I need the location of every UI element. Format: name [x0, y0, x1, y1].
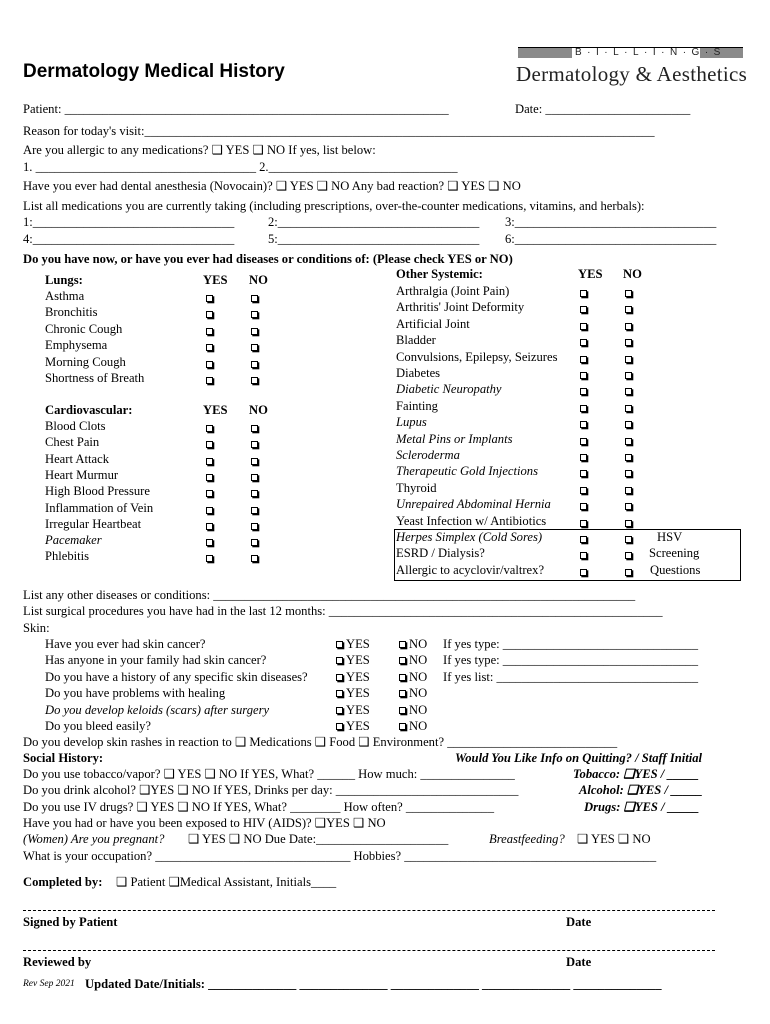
- checkbox-square-icon: [580, 470, 587, 477]
- systemic-no-checkbox[interactable]: [625, 320, 633, 328]
- systemic-yes-checkbox[interactable]: [580, 353, 588, 361]
- skin-yes-label: YES: [346, 686, 370, 700]
- breastfeeding-options[interactable]: ❑ YES ❑ NO: [577, 832, 651, 846]
- cardio-no-checkbox[interactable]: [251, 504, 259, 512]
- checkbox-square-icon: [206, 441, 213, 448]
- med-field-3[interactable]: 3:________________________________: [505, 215, 717, 229]
- skin-yes-option[interactable]: [336, 720, 370, 733]
- checkbox-square-icon: [399, 674, 406, 681]
- checkbox-square-icon: [580, 421, 587, 428]
- systemic-no-checkbox[interactable]: [625, 385, 633, 393]
- cardio-yes-checkbox[interactable]: [206, 504, 214, 512]
- cardio-item-label: Heart Attack: [45, 451, 109, 466]
- cardio-item-label: Inflammation of Vein: [45, 500, 154, 515]
- cardio-yes-checkbox[interactable]: [206, 422, 214, 430]
- med-field-6[interactable]: 6:________________________________: [505, 232, 717, 246]
- skin-q5: Do you develop keloids (scars) after surgery: [45, 703, 270, 717]
- quitting-info-header: Would You Like Info on Quitting? / Staff Initial: [455, 751, 703, 765]
- checkbox-square-icon: [206, 458, 213, 465]
- systemic-item-label: Unrepaired Abdominal Hernia: [396, 497, 551, 512]
- checkbox-square-icon: [580, 520, 587, 527]
- checkbox-square-icon: [580, 405, 587, 412]
- checkbox-square-icon: [625, 372, 632, 379]
- reviewer-line[interactable]: [23, 950, 715, 951]
- med-field-1[interactable]: 1:________________________________: [23, 215, 235, 229]
- tobacco-tag[interactable]: Tobacco: ❑YES / _____: [573, 767, 699, 781]
- med-field-5[interactable]: 5:________________________________: [268, 232, 480, 246]
- checkbox-square-icon: [206, 377, 213, 384]
- skin-no-option[interactable]: [399, 638, 427, 651]
- systemic-item-label: Yeast Infection w/ Antibiotics: [396, 513, 547, 528]
- checkbox-square-icon: [251, 425, 258, 432]
- date-field[interactable]: Date: _______________________: [515, 102, 691, 116]
- skin-no-label: NO: [409, 670, 428, 684]
- anesthesia-question: Have you ever had dental anesthesia (Novocain)? ❑ YES ❑ NO Any bad reaction? ❑ YES ❑ NO: [23, 179, 521, 193]
- checkbox-square-icon: [580, 454, 587, 461]
- cardio-yes-checkbox[interactable]: [206, 520, 214, 528]
- cardio-heading: Cardiovascular:: [45, 403, 133, 417]
- hsv-screening-label: Screening: [649, 546, 700, 560]
- systemic-yes-checkbox[interactable]: [580, 484, 588, 492]
- systemic-no-checkbox[interactable]: [625, 500, 633, 508]
- systemic-no-checkbox[interactable]: [625, 303, 633, 311]
- systemic-item-label: Arthralgia (Joint Pain): [396, 284, 510, 298]
- systemic-no-header: NO: [623, 267, 642, 281]
- systemic-no-checkbox[interactable]: [625, 435, 633, 443]
- checkbox-square-icon: [625, 339, 632, 346]
- lungs-item-label: Chronic Cough: [45, 321, 123, 336]
- systemic-yes-checkbox[interactable]: [580, 517, 588, 525]
- checkbox-square-icon: [625, 356, 632, 363]
- checkbox-square-icon: [206, 523, 213, 530]
- checkbox-square-icon: [625, 323, 632, 330]
- systemic-no-checkbox[interactable]: [625, 287, 633, 295]
- checkbox-square-icon: [336, 657, 343, 664]
- lungs-yes-checkbox[interactable]: [206, 341, 214, 349]
- skin-no-option[interactable]: [399, 687, 427, 700]
- checkbox-square-icon: [336, 723, 343, 730]
- systemic-yes-checkbox[interactable]: [580, 435, 588, 443]
- lungs-heading: Lungs:: [45, 273, 83, 287]
- cardio-no-header: NO: [249, 403, 268, 417]
- checkbox-square-icon: [206, 425, 213, 432]
- lungs-yes-header: YES: [203, 273, 228, 287]
- checkbox-square-icon: [251, 458, 258, 465]
- skin-rashes-question: Do you develop skin rashes in reaction to ❑ Medications ❑ Food ❑ Environment? ___________________________: [23, 735, 618, 749]
- checkbox-square-icon: [336, 690, 343, 697]
- checkbox-square-icon: [399, 690, 406, 697]
- skin-heading: Skin:: [23, 621, 50, 635]
- checkbox-square-icon: [625, 290, 632, 297]
- checkbox-square-icon: [206, 490, 213, 497]
- skin-q2: Has anyone in your family had skin cancer?: [45, 653, 267, 667]
- skin-yes-label: YES: [346, 670, 370, 684]
- reviewed-by-label: Reviewed by: [23, 955, 92, 969]
- checkbox-square-icon: [251, 344, 258, 351]
- other-diseases-field[interactable]: List any other diseases or conditions: ___________________________________________________________________: [23, 588, 636, 602]
- systemic-no-checkbox[interactable]: [625, 369, 633, 377]
- checkbox-square-icon: [625, 520, 632, 527]
- signed-by-patient-label: Signed by Patient: [23, 915, 118, 929]
- skin-no-label: NO: [409, 686, 428, 700]
- checkbox-square-icon: [251, 539, 258, 546]
- systemic-heading: Other Systemic:: [396, 267, 483, 281]
- cardio-yes-checkbox[interactable]: [206, 455, 214, 463]
- systemic-yes-checkbox[interactable]: [580, 402, 588, 410]
- cardio-item-label: Irregular Heartbeat: [45, 516, 142, 531]
- checkbox-square-icon: [251, 441, 258, 448]
- skin-q3: Do you have a history of any specific skin diseases?: [45, 670, 308, 684]
- cardio-item-label: Phlebitis: [45, 549, 90, 564]
- lungs-item-label: Shortness of Breath: [45, 371, 145, 385]
- systemic-yes-checkbox[interactable]: [580, 500, 588, 508]
- cardio-no-checkbox[interactable]: [251, 422, 259, 430]
- cardio-no-checkbox[interactable]: [251, 487, 259, 495]
- occupation-field[interactable]: What is your occupation? _______________________________ Hobbies? ________________________________________: [23, 849, 657, 863]
- systemic-yes-checkbox[interactable]: [580, 369, 588, 377]
- cardio-item-label: Heart Murmur: [45, 467, 119, 482]
- skin-yes-label: YES: [346, 637, 370, 651]
- checkbox-square-icon: [625, 388, 632, 395]
- skin-field-1[interactable]: If yes type: _______________________________: [443, 637, 699, 651]
- lungs-item-label: Morning Cough: [45, 354, 126, 369]
- cardio-yes-header: YES: [203, 403, 228, 417]
- checkbox-square-icon: [251, 311, 258, 318]
- completed-by-label: Completed by:: [23, 875, 103, 889]
- lungs-no-checkbox[interactable]: [251, 325, 259, 333]
- checkbox-square-icon: [580, 487, 587, 494]
- lungs-yes-checkbox[interactable]: [206, 292, 214, 300]
- patient-field[interactable]: Patient: _____________________________________________________________: [23, 102, 449, 116]
- skin-yes-option[interactable]: [336, 654, 370, 667]
- completed-by-options[interactable]: ❑ Patient ❑Medical Assistant, Initials____: [116, 875, 337, 889]
- lungs-yes-checkbox[interactable]: [206, 308, 214, 316]
- checkbox-square-icon: [251, 361, 258, 368]
- systemic-no-checkbox[interactable]: [625, 418, 633, 426]
- cardio-no-checkbox[interactable]: [251, 438, 259, 446]
- systemic-no-checkbox[interactable]: [625, 402, 633, 410]
- systemic-item-label: Therapeutic Gold Injections: [396, 464, 539, 479]
- checkbox-square-icon: [625, 405, 632, 412]
- allergy-list-field[interactable]: 1. ___________________________________ 2.______________________________: [23, 160, 458, 174]
- revision-note: Rev Sep 2021: [23, 979, 75, 989]
- systemic-no-checkbox[interactable]: [625, 484, 633, 492]
- checkbox-square-icon: [251, 377, 258, 384]
- cardio-item-label: Pacemaker: [45, 533, 102, 548]
- checkbox-square-icon: [336, 641, 343, 648]
- drugs-question: Do you use IV drugs? ❑ YES ❑ NO If YES, What? ________ How often? ______________: [23, 800, 495, 814]
- skin-no-label: NO: [409, 653, 428, 667]
- alcohol-tag[interactable]: Alcohol: ❑YES / _____: [579, 783, 703, 797]
- systemic-item-label: Arthritis' Joint Deformity: [396, 300, 525, 315]
- tobacco-question: Do you use tobacco/vapor? ❑ YES ❑ NO If YES, What? ______ How much: _______________: [23, 767, 515, 781]
- checkbox-square-icon: [580, 388, 587, 395]
- checkbox-square-icon: [251, 328, 258, 335]
- checkbox-square-icon: [206, 555, 213, 562]
- checkbox-square-icon: [580, 323, 587, 330]
- systemic-yes-checkbox[interactable]: [580, 320, 588, 328]
- social-heading: Social History:: [23, 751, 104, 765]
- logo-gray-bar-left: [518, 48, 572, 58]
- alcohol-question: Do you drink alcohol? ❑YES ❑ NO If YES, Drinks per day: _____________________________: [23, 783, 519, 797]
- allergic-question: Are you allergic to any medications? ❑ YES ❑ NO If yes, list below:: [23, 143, 376, 157]
- skin-q4: Do you have problems with healing: [45, 686, 226, 700]
- checkbox-square-icon: [251, 507, 258, 514]
- checkbox-square-icon: [580, 438, 587, 445]
- systemic-yes-header: YES: [578, 267, 603, 281]
- systemic-item-label: Convulsions, Epilepsy, Seizures: [396, 349, 558, 364]
- systemic-item-label: Thyroid: [396, 480, 437, 495]
- cardio-item-label: Blood Clots: [45, 419, 106, 433]
- systemic-item-label: Scleroderma: [396, 448, 460, 462]
- cardio-yes-checkbox[interactable]: [206, 471, 214, 479]
- cardio-yes-checkbox[interactable]: [206, 552, 214, 560]
- lungs-yes-checkbox[interactable]: [206, 358, 214, 366]
- systemic-yes-checkbox[interactable]: [580, 385, 588, 393]
- hiv-question: Have you had or have you been exposed to HIV (AIDS)? ❑YES ❑ NO: [23, 816, 386, 830]
- lungs-item-label: Bronchitis: [45, 305, 98, 320]
- hsv-questions-label: Questions: [650, 563, 701, 577]
- surgical-field[interactable]: List surgical procedures you have had in the last 12 months: _____________________________________________________: [23, 604, 663, 618]
- checkbox-square-icon: [206, 361, 213, 368]
- lungs-yes-checkbox[interactable]: [206, 374, 214, 382]
- lungs-no-header: NO: [249, 273, 268, 287]
- checkbox-square-icon: [206, 507, 213, 514]
- checkbox-square-icon: [336, 674, 343, 681]
- hsv-label: HSV: [657, 530, 683, 544]
- skin-yes-option[interactable]: [336, 671, 370, 684]
- lungs-no-checkbox[interactable]: [251, 374, 259, 382]
- systemic-yes-checkbox[interactable]: [580, 336, 588, 344]
- checkbox-square-icon: [251, 474, 258, 481]
- checkbox-square-icon: [580, 356, 587, 363]
- checkbox-square-icon: [251, 555, 258, 562]
- systemic-item-label: Diabetes: [396, 366, 441, 380]
- med-field-4[interactable]: 4:________________________________: [23, 232, 235, 246]
- skin-no-option[interactable]: [399, 671, 427, 684]
- systemic-item-label: Artificial Joint: [396, 316, 470, 331]
- cardio-no-checkbox[interactable]: [251, 552, 259, 560]
- checkbox-square-icon: [206, 474, 213, 481]
- cardio-yes-checkbox[interactable]: [206, 536, 214, 544]
- cardio-yes-checkbox[interactable]: [206, 487, 214, 495]
- systemic-no-checkbox[interactable]: [625, 353, 633, 361]
- skin-no-label: NO: [409, 703, 428, 717]
- systemic-item-label: Fainting: [396, 398, 438, 413]
- skin-yes-option[interactable]: [336, 704, 370, 717]
- reason-field[interactable]: Reason for today's visit:_________________________________________________________________________________: [23, 124, 655, 138]
- checkbox-square-icon: [399, 707, 406, 714]
- checkbox-square-icon: [625, 470, 632, 477]
- cardio-no-checkbox[interactable]: [251, 520, 259, 528]
- pregnant-options[interactable]: ❑ YES ❑ NO Due Date:_____________________: [188, 832, 449, 846]
- checkbox-square-icon: [251, 523, 258, 530]
- checkbox-square-icon: [206, 311, 213, 318]
- cardio-no-checkbox[interactable]: [251, 536, 259, 544]
- checkbox-square-icon: [625, 503, 632, 510]
- signature-line[interactable]: [23, 910, 715, 911]
- breastfeeding-question: Breastfeeding?: [489, 832, 565, 846]
- skin-no-option[interactable]: [399, 720, 427, 733]
- lungs-no-checkbox[interactable]: [251, 358, 259, 366]
- skin-field-3[interactable]: If yes list: ________________________________: [443, 670, 699, 684]
- cardio-item-label: High Blood Pressure: [45, 484, 150, 499]
- skin-no-label: NO: [409, 637, 428, 651]
- skin-yes-label: YES: [346, 703, 370, 717]
- cardio-no-checkbox[interactable]: [251, 471, 259, 479]
- lungs-item-label: Asthma: [45, 289, 85, 303]
- systemic-yes-checkbox[interactable]: [580, 303, 588, 311]
- lungs-no-checkbox[interactable]: [251, 341, 259, 349]
- checkbox-square-icon: [399, 641, 406, 648]
- checkbox-square-icon: [625, 454, 632, 461]
- checkbox-square-icon: [625, 421, 632, 428]
- systemic-no-checkbox[interactable]: [625, 451, 633, 459]
- checkbox-square-icon: [206, 539, 213, 546]
- systemic-item-label: Metal Pins or Implants: [396, 431, 513, 446]
- pregnant-question: (Women) Are you pregnant?: [23, 832, 165, 846]
- signed-date-label: Date: [566, 915, 592, 929]
- drugs-tag[interactable]: Drugs: ❑YES / _____: [584, 800, 700, 814]
- systemic-item-label: Bladder: [396, 333, 436, 348]
- systemic-yes-checkbox[interactable]: [580, 418, 588, 426]
- cardio-yes-checkbox[interactable]: [206, 438, 214, 446]
- lungs-no-checkbox[interactable]: [251, 292, 259, 300]
- skin-yes-label: YES: [346, 719, 370, 733]
- skin-no-label: NO: [409, 719, 428, 733]
- logo-wordmark: Dermatology & Aesthetics: [516, 62, 748, 86]
- updated-initials-field[interactable]: Updated Date/Initials: ______________ ______________ ______________ ______________ ______________: [85, 977, 662, 991]
- checkbox-square-icon: [251, 295, 258, 302]
- systemic-item-label: Allergic to acyclovir/valtrex?: [396, 562, 545, 577]
- checkbox-square-icon: [206, 295, 213, 302]
- skin-yes-label: YES: [346, 653, 370, 667]
- systemic-no-checkbox[interactable]: [625, 467, 633, 475]
- systemic-no-checkbox[interactable]: [625, 517, 633, 525]
- checkbox-square-icon: [336, 707, 343, 714]
- checkbox-square-icon: [625, 487, 632, 494]
- checkbox-square-icon: [399, 723, 406, 730]
- reviewed-date-label: Date: [566, 955, 592, 969]
- systemic-no-checkbox[interactable]: [625, 336, 633, 344]
- skin-no-option[interactable]: [399, 704, 427, 717]
- cardio-no-checkbox[interactable]: [251, 455, 259, 463]
- logo-billings: B·I·L·L·I·N·G·S: [575, 47, 726, 58]
- lungs-item-label: Emphysema: [45, 338, 108, 353]
- skin-no-option[interactable]: [399, 654, 427, 667]
- lungs-no-checkbox[interactable]: [251, 308, 259, 316]
- page-title: Dermatology Medical History: [23, 61, 285, 82]
- systemic-item-label: ESRD / Dialysis?: [396, 546, 485, 561]
- systemic-item-label: Herpes Simplex (Cold Sores): [396, 530, 543, 544]
- systemic-yes-checkbox[interactable]: [580, 467, 588, 475]
- checkbox-square-icon: [206, 344, 213, 351]
- checkbox-square-icon: [580, 372, 587, 379]
- checkbox-square-icon: [206, 328, 213, 335]
- checkbox-square-icon: [580, 339, 587, 346]
- checkbox-square-icon: [580, 290, 587, 297]
- skin-q1: Have you ever had skin cancer?: [45, 637, 206, 651]
- checkbox-square-icon: [580, 503, 587, 510]
- skin-field-2[interactable]: If yes type: _______________________________: [443, 653, 699, 667]
- checkbox-square-icon: [580, 306, 587, 313]
- systemic-item-label: Diabetic Neuropathy: [396, 382, 502, 397]
- checkbox-square-icon: [251, 490, 258, 497]
- cardio-item-label: Chest Pain: [45, 435, 100, 450]
- checkbox-square-icon: [625, 438, 632, 445]
- skin-yes-option[interactable]: [336, 638, 370, 651]
- medications-intro: List all medications you are currently taking (including prescriptions, over-the-counter medications, vitamins, and herbals):: [23, 199, 645, 213]
- systemic-yes-checkbox[interactable]: [580, 451, 588, 459]
- lungs-yes-checkbox[interactable]: [206, 325, 214, 333]
- skin-yes-option[interactable]: [336, 687, 370, 700]
- skin-q6: Do you bleed easily?: [45, 719, 151, 733]
- checkbox-square-icon: [625, 306, 632, 313]
- systemic-item-label: Lupus: [396, 415, 427, 430]
- conditions-heading: Do you have now, or have you ever had diseases or conditions of: (Please check YES or NO): [23, 252, 513, 266]
- systemic-yes-checkbox[interactable]: [580, 287, 588, 295]
- checkbox-square-icon: [399, 657, 406, 664]
- med-field-2[interactable]: 2:________________________________: [268, 215, 480, 229]
